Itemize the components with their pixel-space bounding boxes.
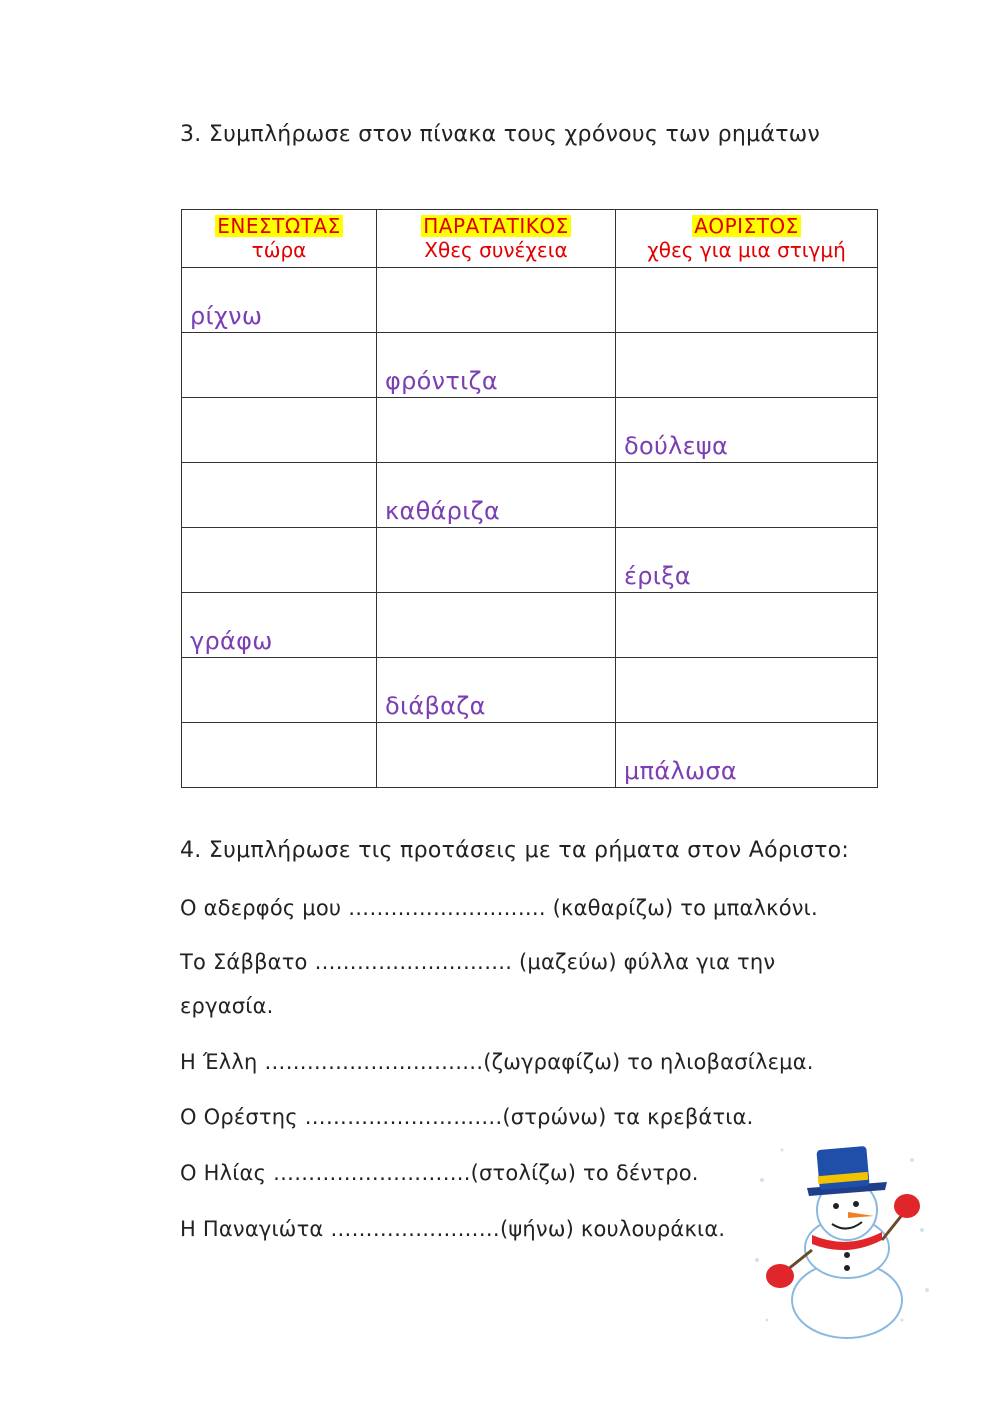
header-present (182, 210, 377, 268)
exercise-3-title: 3. Συμπλήρωσε στον πίνακα τους χρόνους των ρημάτων (180, 122, 821, 147)
verb-text: δούλεψα (624, 432, 729, 460)
table-row (182, 593, 878, 658)
table-row (182, 463, 878, 528)
sentence-2: Το Σάββατο ………………………. (μαζεύω) φύλλα για την (180, 950, 776, 974)
table-header-row (182, 210, 878, 268)
table-cell[interactable] (377, 398, 616, 463)
table-cell[interactable] (182, 398, 377, 463)
header-imperfect (377, 210, 616, 268)
table-cell[interactable] (616, 528, 878, 593)
verb-text: καθάριζα (385, 497, 501, 525)
header-present-name: ΕΝΕΣΤΩΤΑΣ (217, 213, 341, 238)
verb-text: μπάλωσα (624, 757, 737, 785)
table-cell[interactable] (182, 333, 377, 398)
header-present-sub: τώρα (251, 237, 307, 262)
header-imperfect-name: ΠΑΡΑΤΑΤΙΚΟΣ (423, 213, 569, 238)
exercise-4-title: 4. Συμπλήρωσε τις προτάσεις με τα ρήματα στον Αόριστο: (180, 838, 850, 863)
table-row (182, 333, 878, 398)
table-cell[interactable] (182, 658, 377, 723)
table-cell[interactable] (377, 593, 616, 658)
sentence-1: Ο αδερφός μου ………………………. (καθαρίζω) το μπαλκόνι. (180, 896, 818, 920)
table-row (182, 528, 878, 593)
header-aorist-name: ΑΟΡΙΣΤΟΣ (694, 213, 799, 238)
table-cell[interactable] (182, 723, 377, 788)
verb-text: έριξα (624, 562, 692, 590)
header-aorist (616, 210, 878, 268)
sentence-5: Ο Ηλίας ……………………….(στολίζω) το δέντρο. (180, 1161, 699, 1185)
verb-text: φρόντιζα (385, 367, 499, 395)
snowman-illustration (752, 1140, 932, 1340)
table-cell[interactable] (377, 658, 616, 723)
table-cell[interactable] (377, 463, 616, 528)
table-cell[interactable] (377, 333, 616, 398)
table-cell[interactable] (182, 268, 377, 333)
table-cell[interactable] (616, 398, 878, 463)
verb-text: διάβαζα (385, 692, 486, 720)
table-cell[interactable] (182, 463, 377, 528)
verb-text: γράφω (190, 627, 273, 655)
sentence-3: Η Έλλη ………………………….(ζωγραφίζω) το ηλιοβασίλεμα. (180, 1050, 814, 1074)
sentence-6: Η Παναγιώτα ……………………(ψήνω) κουλουράκια. (180, 1217, 726, 1241)
table-cell[interactable] (377, 723, 616, 788)
table-cell[interactable] (182, 528, 377, 593)
table-cell[interactable] (616, 723, 878, 788)
verb-text: ρίχνω (190, 302, 263, 330)
table-cell[interactable] (616, 333, 878, 398)
table-cell[interactable] (182, 593, 377, 658)
table-cell[interactable] (377, 268, 616, 333)
verb-text (182, 785, 376, 787)
table-row (182, 723, 878, 788)
table-cell[interactable] (616, 463, 878, 528)
verb-text (377, 785, 615, 787)
table-cell[interactable] (377, 528, 616, 593)
table-cell[interactable] (616, 593, 878, 658)
tenses-table (181, 209, 878, 788)
table-row (182, 268, 878, 333)
table-row (182, 398, 878, 463)
table-cell[interactable] (616, 658, 878, 723)
table-cell[interactable] (616, 268, 878, 333)
sentence-2-continued: εργασία. (180, 994, 274, 1018)
table-row (182, 658, 878, 723)
sentence-4: Ο Ορέστης ……………………….(στρώνω) τα κρεβάτια. (180, 1105, 754, 1129)
header-aorist-sub: χθες για μια στιγμή (647, 237, 846, 262)
header-imperfect-sub: Χθες συνέχεια (424, 237, 568, 262)
